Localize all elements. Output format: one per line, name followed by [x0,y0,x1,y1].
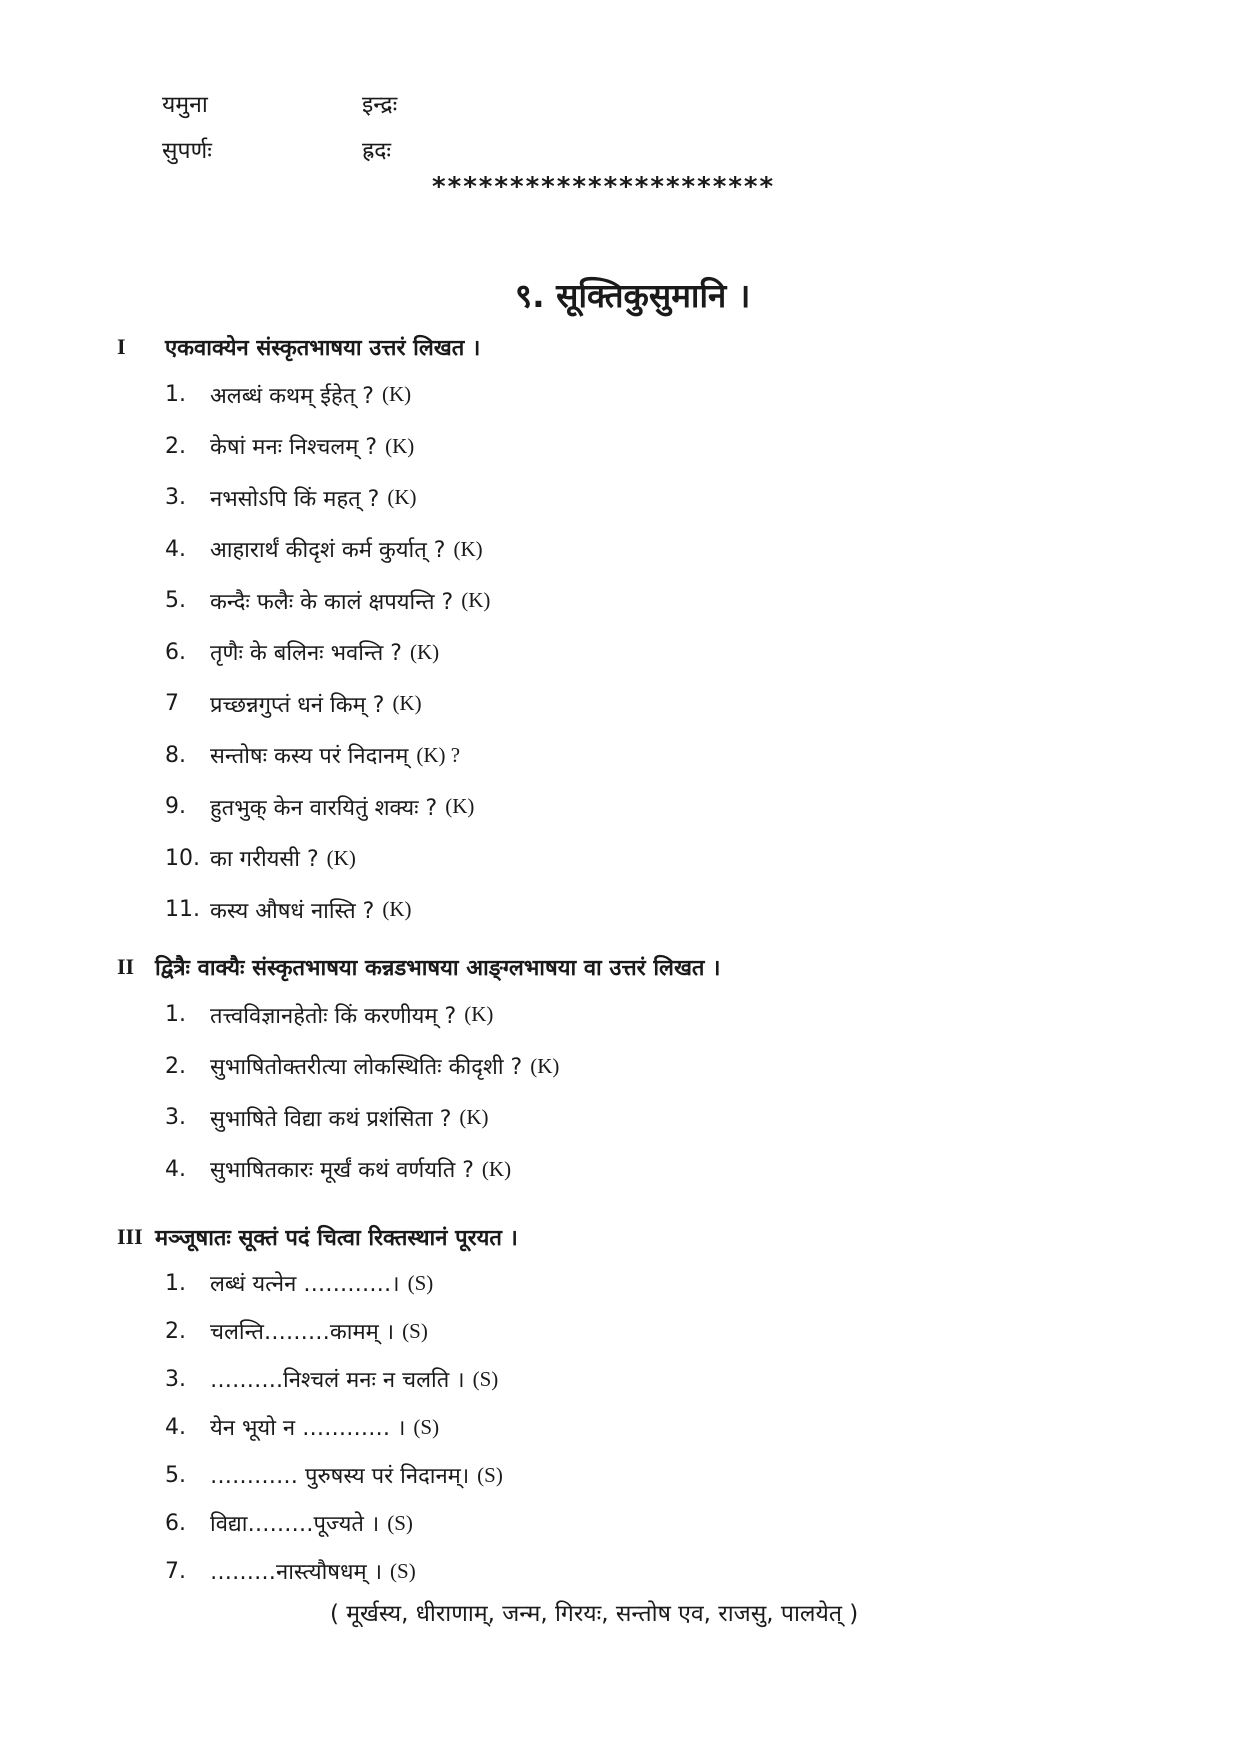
chapter-title: ९. सूक्तिकुसुमानि । [515,276,751,315]
question-item [117,884,1217,936]
question-number: 3. [165,485,186,511]
question-code: (S) [387,1510,413,1535]
question-text: सुभाषिते विद्या कथं प्रशंसिता ? [210,1106,452,1132]
section-three [117,1215,1217,1595]
section-number: I [117,334,126,359]
question-item [117,1403,1217,1451]
question-text: सन्तोषः कस्य परं निदानम् [210,744,409,770]
word-left: यमुना [162,92,208,118]
question-text: प्रच्छन्नगुप्तं धनं किम् ? [210,692,385,718]
question-number: 11. [165,897,200,923]
question-item [117,472,1217,524]
question-item [117,833,1217,885]
question-text: का गरीयसी ? [210,847,319,873]
question-code: (S) [390,1558,416,1583]
question-number: 1. [165,1270,186,1296]
question-text: ………नास्त्यौषधम् । [210,1560,383,1585]
question-code: (K) ? [416,742,461,767]
question-item [117,1451,1217,1499]
question-text: तृणैः के बलिनः भवन्ति ? [210,641,402,667]
separator-stars: ********************** [432,172,776,202]
question-code: (S) [477,1462,503,1487]
section-two [117,945,1217,1195]
question-text: विद्या………पूज्यते । [210,1512,380,1537]
question-list [117,1259,1217,1595]
question-code: (K) [445,794,475,819]
question-item [117,678,1217,730]
question-number: 7 [165,691,179,717]
section-one [117,325,1217,936]
question-item [117,781,1217,833]
question-code: (K) [459,1105,489,1130]
question-code: (K) [461,588,491,613]
question-text: कन्दैः फलैः के कालं क्षपयन्ति ? [210,589,454,615]
question-code: (K) [530,1053,560,1078]
question-item [117,627,1217,679]
question-text: तत्त्वविज्ञानहेतोः किं करणीयम् ? [210,1003,457,1029]
word-pair-row [162,80,397,126]
section-instruction: एकवाक्येन संस्कृतभाषया उत्तरं लिखत । [165,336,481,361]
section-number: II [117,954,135,979]
question-text: कस्य औषधं नास्ति ? [210,898,375,924]
question-code: (K) [481,1156,512,1181]
question-list [117,369,1217,936]
question-code: (K) [382,897,412,922]
question-item [117,1547,1217,1595]
section-heading [117,945,1217,989]
question-item [117,575,1217,627]
question-text: सुभाषितकारः मूर्खं कथं वर्णयति ? [210,1158,474,1184]
question-text: लब्धं यत्नेन …………। [210,1272,400,1297]
word-right: इन्द्रः [362,92,398,118]
section-heading [117,1215,1217,1259]
word-pair-row [162,126,397,172]
word-box: ( मूर्खस्य, धीराणाम्, जन्म, गिरयः, सन्तोष एव, राजसु, पालयेत् ) [330,1601,859,1627]
question-number: 2. [165,433,186,459]
question-number: 5. [165,588,186,614]
question-item [117,524,1217,576]
question-item [117,1259,1217,1307]
question-number: 3. [165,1105,186,1131]
question-number: 7. [165,1558,186,1584]
section-number: III [117,1224,143,1249]
question-item [117,1092,1217,1144]
question-code: (S) [413,1414,440,1439]
question-item [117,1355,1217,1403]
question-item [117,730,1217,782]
question-number: 6. [165,639,186,665]
question-list [117,989,1217,1195]
question-code: (K) [381,382,412,407]
question-text: येन भूयो न ………… । [210,1416,406,1441]
question-code: (K) [409,639,440,664]
question-code: (S) [407,1270,434,1295]
question-number: 9. [165,794,186,820]
question-item [117,421,1217,473]
question-code: (K) [392,691,422,716]
question-item [117,989,1217,1041]
question-number: 3. [165,1366,186,1392]
question-text: अलब्धं कथम् ईहेत् ? [210,383,374,409]
question-item [117,1144,1217,1196]
question-text: हुतभुक् केन वारयितुं शक्यः ? [210,795,438,821]
section-instruction: द्वित्रैः वाक्यैः संस्कृतभाषया कन्नडभाषया आङ्ग्लभाषया वा उत्तरं लिखत । [155,956,721,981]
question-number: 1. [165,1002,186,1028]
question-item [117,1041,1217,1093]
question-code: (K) [464,1002,494,1027]
question-code: (K) [326,845,356,870]
question-code: (S) [472,1366,499,1391]
question-item [117,369,1217,421]
question-code: (S) [402,1318,428,1343]
question-number: 4. [165,1414,186,1440]
question-text: ………… पुरुषस्य परं निदानम्। [210,1464,470,1489]
question-number: 4. [165,1156,186,1182]
question-text: ……….निश्चलं मनः न चलति । [210,1368,465,1393]
question-text: आहारार्थं कीदृशं कर्म कुर्यात् ? [210,538,446,564]
question-text: नभसोऽपि किं महत् ? [210,486,380,512]
word-right: ह्रदः [362,138,392,164]
question-text: सुभाषितोक्तरीत्या लोकस्थितिः कीदृशी ? [210,1055,523,1081]
question-number: 1. [165,382,186,408]
word-pair-table [162,80,397,172]
question-code: (K) [387,485,417,510]
question-text: चलन्ति………कामम् । [210,1320,395,1345]
question-item [117,1499,1217,1547]
section-heading [117,325,1217,369]
question-number: 10. [165,845,200,871]
section-instruction: मञ्जूषातः सूक्तं पदं चित्वा रिक्तस्थानं पूरयत । [155,1226,518,1251]
question-number: 2. [165,1053,186,1079]
question-text: केषां मनः निश्चलम् ? [210,435,378,461]
question-item [117,1307,1217,1355]
word-left: सुपर्णः [162,138,212,164]
question-code: (K) [453,536,483,561]
question-code: (K) [385,433,415,458]
question-number: 6. [165,1510,186,1536]
question-number: 2. [165,1318,186,1344]
question-number: 5. [165,1462,186,1488]
question-number: 8. [165,742,186,768]
question-number: 4. [165,536,186,562]
